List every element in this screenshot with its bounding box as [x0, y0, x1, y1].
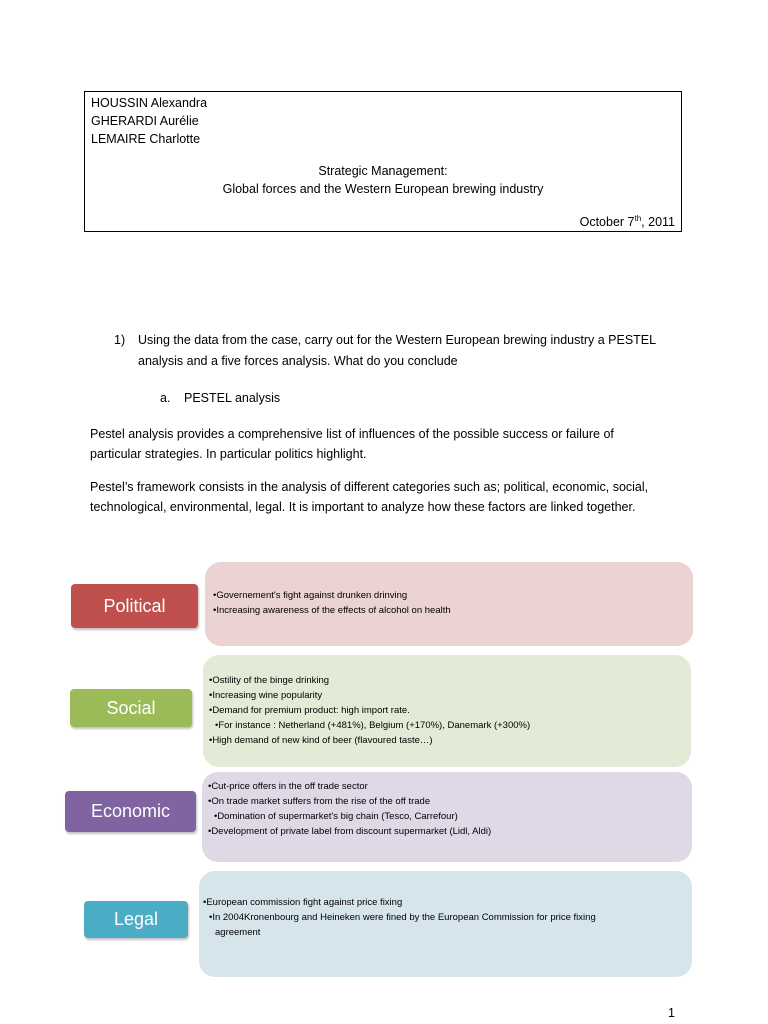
- social-item: •Increasing wine popularity: [209, 690, 323, 701]
- author-name: HOUSSIN Alexandra: [91, 96, 208, 110]
- legal-subitem-text: •In 2004Kronenbourg and Heineken were fined by the European Commission for price fixing: [209, 912, 596, 923]
- date-suffix: , 2011: [641, 215, 675, 229]
- paragraph-2-line-2: technological, environmental, legal. It is important to analyze how these factors are linked together.: [90, 500, 636, 514]
- paragraph-1-line-2: particular strategies. In particular politics highlight.: [90, 447, 367, 461]
- legal-subitem: [203, 910, 649, 940]
- economic-subitem: •Domination of supermarket's big chain (Tesco, Carrefour): [214, 811, 458, 822]
- legal-label: Legal: [84, 901, 188, 938]
- political-panel: [205, 562, 693, 646]
- legal-subitem-continuation: agreement: [215, 927, 261, 938]
- economic-label: Economic: [65, 791, 196, 832]
- author-list: [91, 94, 207, 148]
- author-name: GHERARDI Aurélie: [91, 114, 199, 128]
- title-line-1: Strategic Management:: [318, 164, 448, 178]
- header-box: [84, 91, 682, 232]
- subsection-heading: [160, 391, 280, 405]
- subsection-title: PESTEL analysis: [184, 391, 281, 405]
- paragraph-2: [90, 477, 680, 517]
- question-1: [114, 330, 694, 372]
- paragraph-1: [90, 424, 680, 464]
- social-panel: [203, 655, 691, 767]
- question-line-2: analysis and a five forces analysis. What do you conclude: [138, 354, 458, 368]
- subsection-letter: a.: [160, 391, 171, 405]
- date-superscript: th: [634, 213, 642, 223]
- political-label: Political: [71, 584, 198, 628]
- date-prefix: October 7: [579, 215, 635, 229]
- economic-item: •Development of private label from discount supermarket (Lidl, Aldi): [208, 826, 492, 837]
- social-label: Social: [70, 689, 192, 727]
- social-subitem: •For instance : Netherland (+481%), Belgium (+170%), Danemark (+300%): [215, 720, 531, 731]
- economic-item: •Cut-price offers in the off trade sector: [208, 781, 368, 792]
- question-number: 1): [114, 333, 126, 347]
- economic-panel: [202, 772, 692, 862]
- legal-panel: [199, 871, 692, 977]
- title-line-2: Global forces and the Western European brewing industry: [222, 182, 544, 196]
- page-number: 1: [668, 1006, 675, 1020]
- political-item: •Governement's fight against drunken drinving: [213, 590, 408, 601]
- author-name: LEMAIRE Charlotte: [91, 132, 201, 146]
- paragraph-1-line-1: Pestel analysis provides a comprehensive list of influences of the possible success or failure of: [90, 427, 614, 441]
- social-item: •Demand for premium product: high import rate.: [209, 705, 410, 716]
- document-date: [580, 213, 675, 231]
- political-item: •Increasing awareness of the effects of alcohol on health: [213, 605, 451, 616]
- document-title: [85, 162, 681, 198]
- question-line-1: Using the data from the case, carry out for the Western European brewing industry a PESTEL: [138, 333, 657, 347]
- legal-item: •European commission fight against price fixing: [203, 897, 403, 908]
- social-item: •High demand of new kind of beer (flavoured taste…): [209, 735, 433, 746]
- paragraph-2-line-1: Pestel’s framework consists in the analysis of different categories such as; political, economic, social,: [90, 480, 649, 494]
- economic-item: •On trade market suffers from the rise of the off trade: [208, 796, 431, 807]
- social-item: •Ostility of the binge drinking: [209, 675, 330, 686]
